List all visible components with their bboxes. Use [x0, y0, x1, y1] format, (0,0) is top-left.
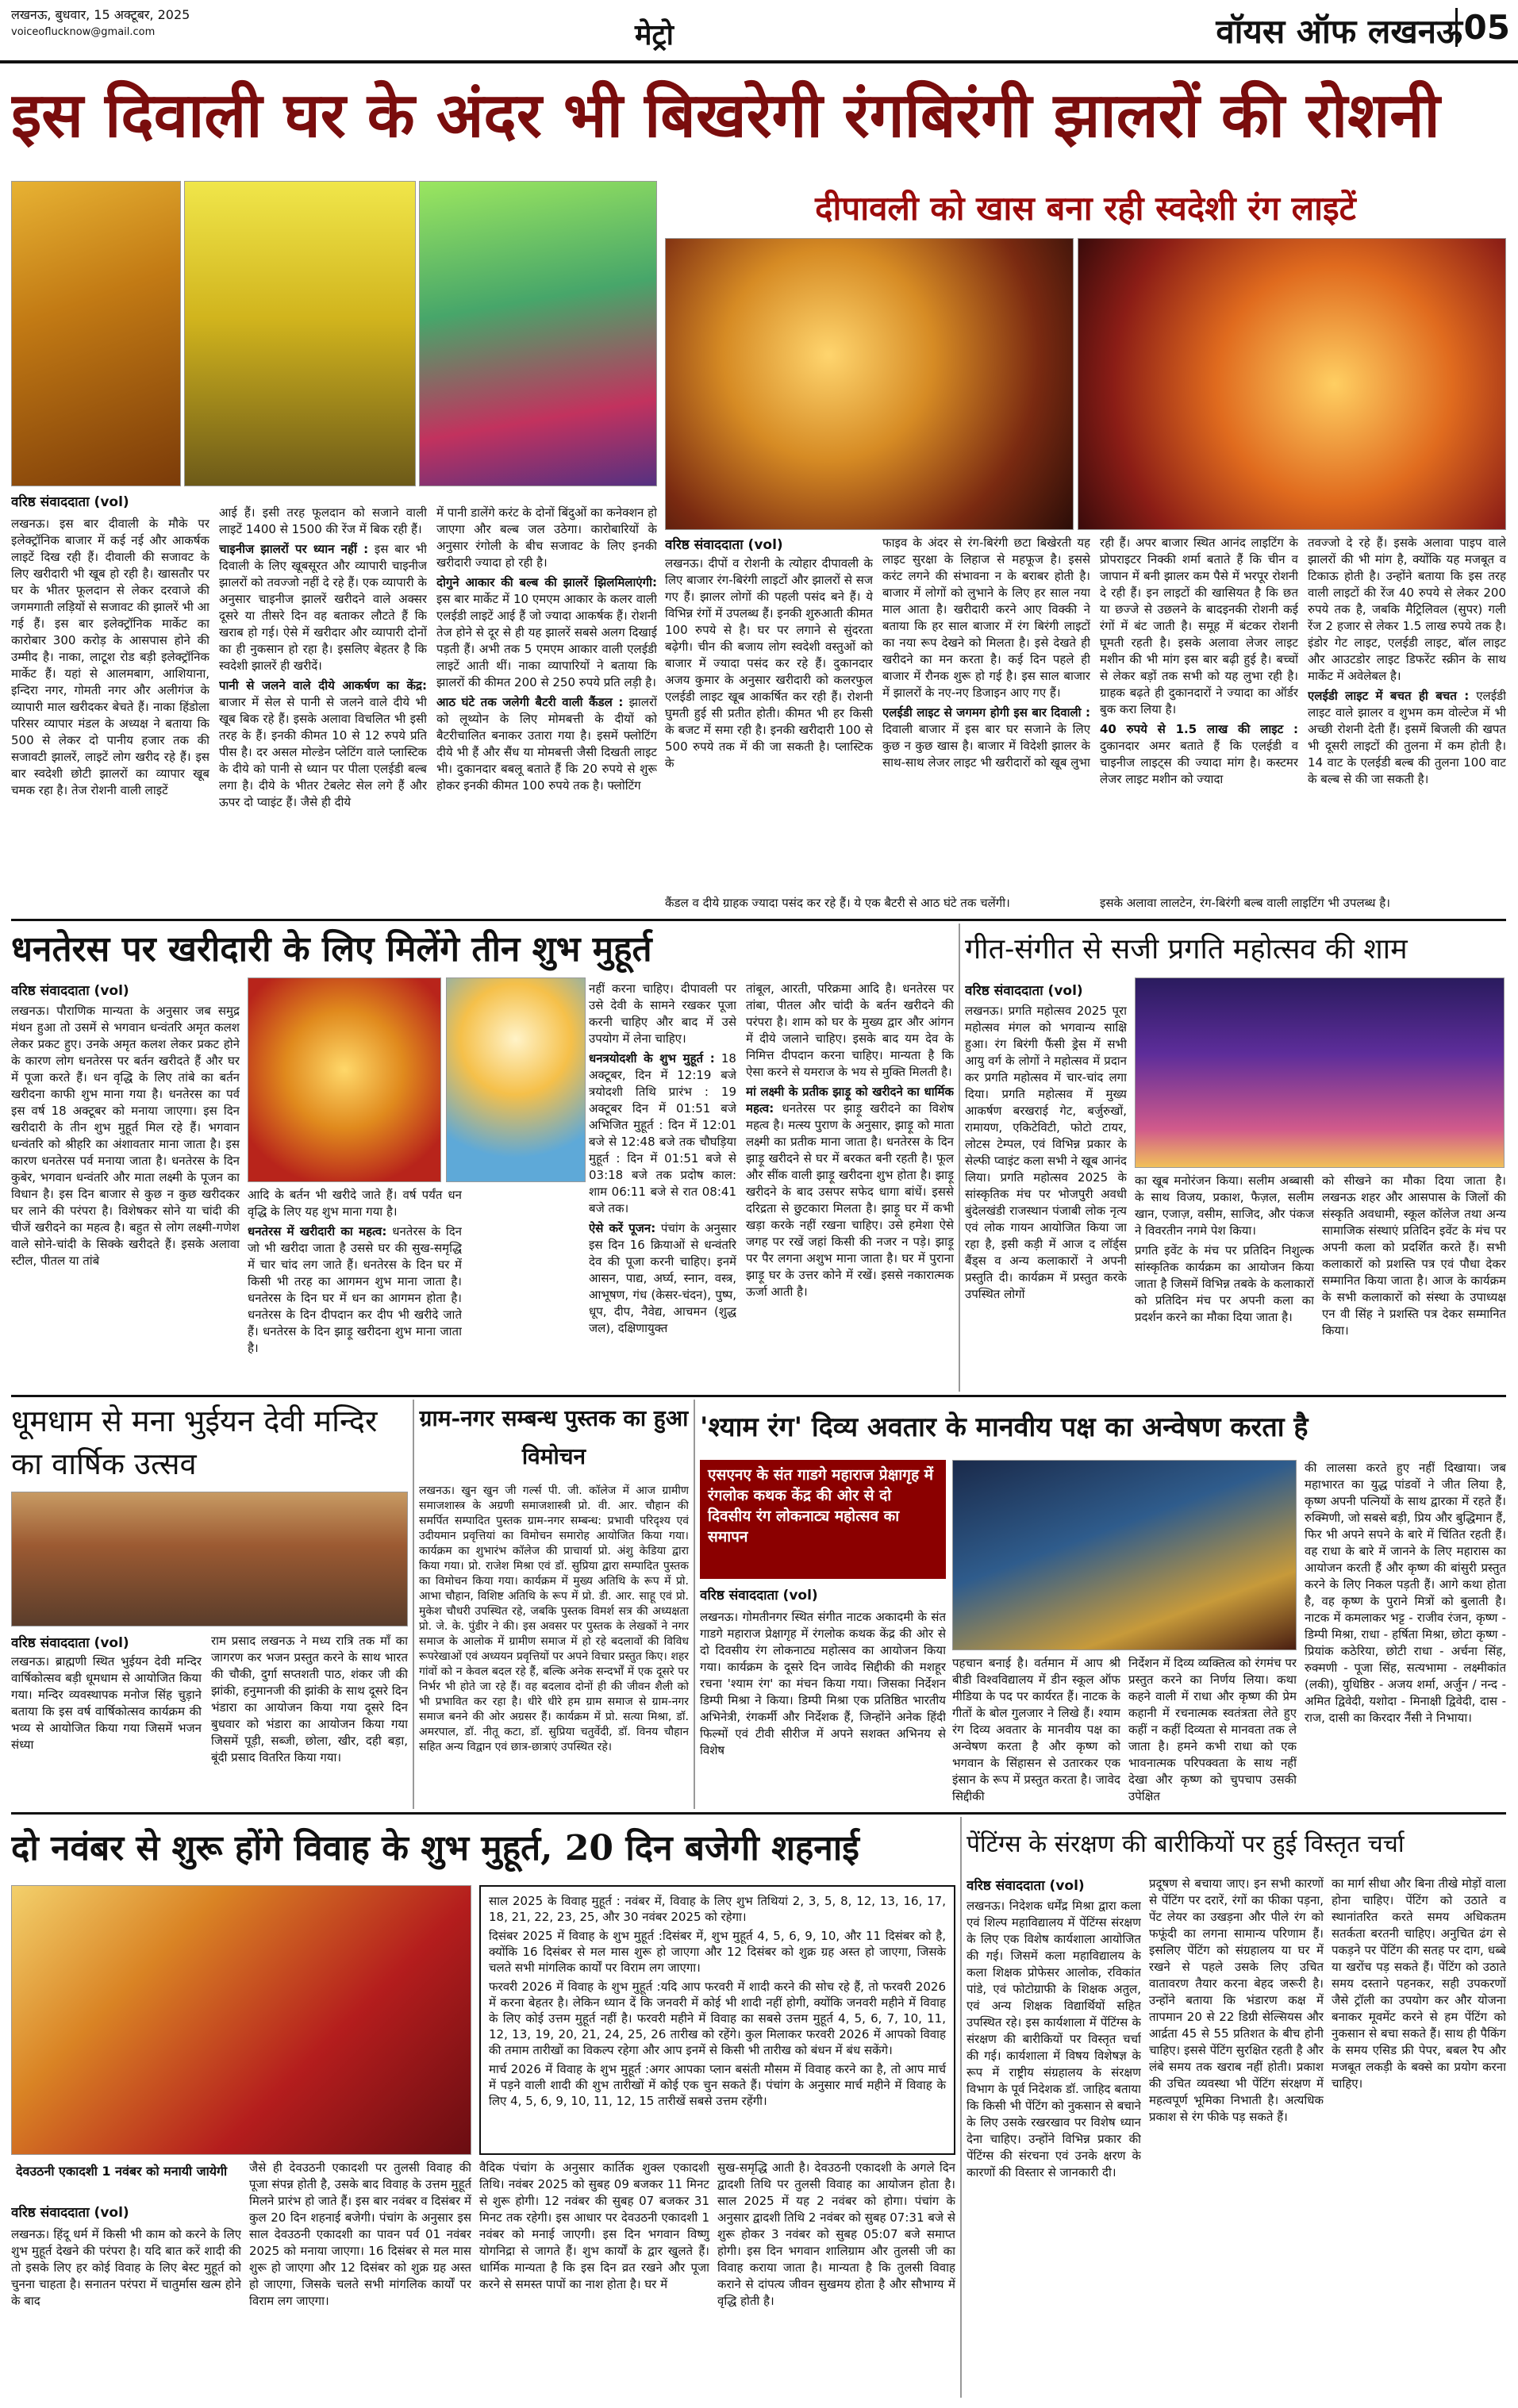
- s8-col-b: [1149, 1876, 1324, 2398]
- s2-col-c-sub2: ऐसे करें पूजन:: [589, 1221, 656, 1235]
- s7-col-a: [11, 2226, 241, 2398]
- s1-image-lamps-2: [1078, 238, 1506, 530]
- s3-headline: गीत-संगीत से सजी प्रगति महोत्सव की शाम: [965, 933, 1408, 966]
- s1-col-c-sub1: दोगुने आकार की बल्ब की झालरें झिलमिलाएंगी:: [436, 575, 657, 590]
- s6-col-b: [952, 1655, 1120, 1809]
- s4-headline: धूमधाम से मना भुईयन देवी मन्दिर का वार्षिक उत्सव: [11, 1404, 378, 1481]
- s1-col-b-sub2: पानी से जलने वाले दीये आकर्षण का केंद्र:: [219, 678, 427, 693]
- s6-col-a-text: लखनऊ। गोमतीनगर स्थित संगीत नाटक अकादमी के संत गाडगे महाराज प्रेक्षागृह में रंगलोक कथक केंद्र की ओर से दो दिवसीय रंग लोकनाट्य महोत्सव का आयोजन किया गया। कार्यक्रम के दूसरे दिन जावेद सिद्दीकी की मशहूर रचना 'श्याम रंग' का मंचन किया गया। जिसका निर्देशन डिम्पी मिश्रा ने किया। डिम्पी मिश्रा एक प्रतिष्ठित भारतीय अभिनेत्री, रंगकर्मी और निर्देशक हैं, जिन्होंने अनेक हिंदी फिल्मों एवं टीवी सीरीज में अपने सशक्त अभिनय से विशेष: [700, 1610, 946, 1757]
- s7-col-b: [249, 2160, 471, 2398]
- s6-col-d: [1305, 1460, 1506, 1809]
- s1-image-lanterns-2: [184, 181, 416, 486]
- s4-image-temple: [11, 1492, 408, 1626]
- s3-col-b-text2: प्रगति इवेंट के मंच पर प्रतिदिन निशुल्क सांस्कृतिक कार्यक्रम का आयोजन किया जाता है जिसमें विभिन्न तबके के कलाकारों को प्रतिदिन मंच पर अपनी कला का प्रदर्शन करने का मौका दिया जाता है।: [1135, 1243, 1314, 1324]
- s1-headline: इस दिवाली घर के अंदर भी बिखरेगी रंगबिरंगी झालरों की रोशनी: [11, 79, 1440, 152]
- s2-col-c-text2: 18 अक्टूबर, दिन में 12:19 बजे त्रयोदशी तिथि प्रारंभ : 19 अक्टूबर दिन में 01:51 बजे अभिजित मुहूर्त : दिन में 12:01 बजे से 12:48 बजे तक चौघड़िया मुहूर्त : दिन में 01:51 बजे से 03:18 बजे तक प्रदोष काल: शाम 06:11 बजे से रात 08:41 बजे तक।: [589, 1051, 736, 1216]
- s2-col-a-text: लखनऊ। पौराणिक मान्यता के अनुसार जब समुद्र मंथन हुआ तो उसमें से भगवान धन्वंतरि अमृत कलश लेकर प्रकट हुए। उनके अमृत कलश लेकर प्रकट होने के कारण लोग धनतेरस पर बर्तन खरीदते हैं और घर में पूजा करते हैं। धन वृद्धि के लिए तांबे का बर्तन खरीदना काफी शुभ माना गया है। धनतेरस का पर्व इस वर्ष 18 अक्टूबर को मनाया जाएगा। इस दिन खरीदारी के तीन शुभ मुहूर्त मिल रहे हैं। भगवान धन्वंतरि को श्रीहरि का अंशावतार माना जाता है। इस कारण धनतेरस पर्व मनाया जाता है। धनतेरस के दिन कुबेर, भगवान धन्वंतरि और माता लक्ष्मी के पूजन का विधान है। इस दिन बाजार से कुछ न कुछ खरीदकर घर लाने की परंपरा है। विशेषकर सोने या चांदी की चीजें खरीदने का महत्व है। बहुत से लोग लक्ष्मी-गणेश वाले सोने-चांदी के सिक्के खरीदते हैं। इसके अलावा स्टील, पीतल या तांबे: [11, 1004, 240, 1268]
- s3-image-stage: [1135, 977, 1505, 1168]
- s6-col-d-text: की लालसा करते हुए नहीं दिखाया। जब महाभारत का युद्ध पांडवों ने जीत लिया है, कृष्ण अपनी पत्नियों के साथ द्वारका में रहते हैं। रुक्मिणी, जो सबसे बड़ी, प्रिय और बुद्धिमान हैं, फिर भी अपने सपने के बारे में चिंतित रहती हैं। वह राधा के बारे में जानने के लिए महारास का आयोजन करती हैं और कृष्ण की बांसुरी प्रस्तुत करने के लिए निकल पड़ती हैं। आगे कथा होता है, वह कृष्ण के पुराने मित्रों को बुलाती है। नाटक में कमलाकर भट्ट - राजीव रंजन, कृष्ण - डिम्पी मिश्रा, राधा - हर्षिता मिश्रा, छोटा कृष्ण - प्रियांक कठेरिया, छोटी राधा - अर्चना सिंह, रुक्मणी - पूजा सिंह, सत्यभामा - लक्ष्मीकांत (लकी), युधिष्ठिर - अजय शर्मा, अर्जुन / नन्द - अमित द्विवेदी, यशोदा - मिनाक्षी द्विवेदी, दास - राज, दासी का किरदार नैंसी ने निभाया।: [1305, 1461, 1506, 1725]
- s1-col-b-text3: बाजार में सेल से पानी से जलने वाले दीये भी खूब बिक रहे हैं। इसके अलावा विचलित भी इसी तरह के हैं। इनकी कीमत 10 से 12 रुपये प्रति पीस है। दर असल मोल्डेन प्लेटिंग वाले प्लास्टिक के दीये को पानी से ध्यान पर पीला एलईडी बल्ब लगा है। दीये के भीतर टेबलेट सेल लगे हैं और ऊपर दो प्वाइंट हैं। जैसे ही दीये: [219, 695, 427, 809]
- s1-subhead: दीपावली को खास बना रही स्वदेशी रंग लाइटें: [815, 189, 1356, 228]
- s1-col-f-sub1: 40 रुपये से 1.5 लाख की लाइट :: [1100, 722, 1298, 736]
- s1-image-lamps-1: [665, 238, 1074, 530]
- s2-byline: वरिष्ठ संवाददाता (vol): [11, 983, 129, 999]
- s5-headline: ग्राम-नगर सम्बन्ध पुस्तक का हुआ विमोचन: [419, 1405, 689, 1469]
- s8-col-b-text: प्रदूषण से बचाया जाए। इन सभी कारणों से पेंटिंग पर दरारें, रंगों का फीका पड़ना, पेंट लेयर का उखड़ना और पीले रंग को फफूंदी का लगना सामान्य परिणाम हैं। इसलिए पेंटिंग को संग्रहालय या घर में रखने से पहले उसके लिए उचित वातावरण तैयार करना बेहद जरूरी है। उन्होंने बताया कि भंडारण कक्ष में तापमान 20 से 22 डिग्री सेल्सियस और आर्द्रता 45 से 55 प्रतिशत के बीच होनी चाहिए। इससे पेंटिंग सुरक्षित रहती है और लंबे समय तक खराब नहीं होती। प्रकाश की उचित व्यवस्था भी पेंटिंग संरक्षण में महत्वपूर्ण भूमिका निभाती है। अत्यधिक प्रकाश से रंग फीके पड़ सकते हैं।: [1149, 1876, 1324, 2124]
- s1-byline-b: वरिष्ठ संवाददाता (vol): [665, 537, 783, 553]
- s1-col-e: [882, 535, 1090, 893]
- s1-col-c: [436, 505, 657, 912]
- s1-col-e-sub1: एलईडी लाइट से जगमग होगी इस बार दिवाली :: [882, 705, 1090, 720]
- s1-col-c-text3: झालरों को लूथ्योन के लिए मोमबत्ती के दीयों को बैटरीचालित बनाकर उतारा गया है। इसमें फ्लोटिंग दीये भी हैं और सैंध या मोमबत्ती जैसी दिखती लाइट भी। दुकानदार बबलू बताते हैं कि 20 रुपये से शुरू होकर इनकी कीमत 100 रुपये तक है। फ्लोटिंग: [436, 695, 657, 793]
- s8-col-c-text: का मार्ग सीधा और बिना तीखे मोड़ों वाला होना चाहिए। पेंटिंग को उठाते व स्थानांतरित करते समय अधिकतम सतर्कता बरतनी चाहिए। अनुचित ढंग से पकड़ने पर पेंटिंग की सतह पर दाग, धब्बे या खरोंच पड़ सकते हैं। पेंटिंग को उठाते समय दस्ताने पहनकर, सही उपकरणों जैसे ट्रॉली का उपयोग कर और योजना बनाकर मूवमेंट करने से हम पेंटिंग को नुकसान से बचा सकते हैं। साथ ही पैकिंग के समय एसिड फ्री पेपर, बबल रैप और मजबूत लकड़ी के बक्से का प्रयोग करना चाहिए।: [1332, 1876, 1506, 2091]
- s1-col-a: [11, 516, 209, 912]
- divider-v-4: [960, 1817, 962, 2398]
- page-number: 05: [1455, 8, 1510, 47]
- s1-col-g-text: तवज्जो दे रहे हैं। इसके अलावा पाइप वाले झालरों की भी मांग है, क्योंकि यह मजबूत व टिकाऊ होती है। उन्होंने बताया कि इस तरह वाली लाइटों की रेंज 40 रुपये से लेकर 200 रुपये तक है, जबकि मैट्रिलिवल (सुपर) गली रेंज 2 हजार से लेकर 1.5 लाख रुपये तक है। इंडोर गेट लाइट, एलईडी लाइट, बॉल लाइट और आउटडोर लाइट डिफरेंट स्क्रीन के साथ मार्केट में अवेलेबल है।: [1308, 536, 1506, 683]
- s3-col-c: [1322, 1173, 1506, 1392]
- s1-footer-d: कैंडल व दीये ग्राहक ज्यादा पसंद कर रहे हैं। ये एक बैटरी से आठ घंटे तक चलेंगी।: [665, 896, 1010, 910]
- divider-3: [11, 1812, 1506, 1815]
- s8-byline: वरिष्ठ संवाददाता (vol): [967, 1878, 1085, 1894]
- s6-callout: एसएनए के संत गाडगे महाराज प्रेक्षागृह में रंगलोक कथक केंद्र की ओर से दो दिवसीय रंग लोकनाट्य महोत्सव का समापन: [700, 1460, 946, 1579]
- s2-col-c-text3: पंचांग के अनुसार इस दिन 16 क्रियाओं से धन्वंतरि देव की पूजा करनी चाहिए। इनमें आसन, पाद्य, अर्घ्य, स्नान, वस्त्र, आभूषण, गंध (केसर-चंदन), पुष्प, धूप, दीप, नैवेद्य, आचमन (शुद्ध जल), दक्षिणायुक्त: [589, 1221, 736, 1335]
- divider-v-2: [413, 1400, 414, 1809]
- s1-col-b-text: आई हैं। इसी तरह फूलदान को सजाने वाली लाइटें 1400 से 1500 की रेंज में बिक रही हैं।: [219, 505, 427, 536]
- s1-col-c-text2: इस बार मार्केट में 10 एमएम आकार के कलर वाली एलईडी लाइटें आई हैं जो ज्यादा आकर्षक हैं। रोशनी तेज होने से दूर से ही यह झालरें सबसे अलग दिखाई पड़ती हैं। अभी तक 5 एमएम आकार वाली एलईडी लाइटें आती थीं। नाका व्यापारियों ने बताया कि झालरों की कीमत 200 से 250 रुपये प्रति लड़ी है।: [436, 592, 657, 689]
- s2-col-a: [11, 1003, 240, 1392]
- s1-col-f-text: रही हैं। अपर बाजार स्थित आनंद लाइटिंग के प्रोपराइटर निक्की शर्मा बताते हैं कि चीन व जापान में बनी झालर कम पैसे में भरपूर रोशनी दे रही हैं। इन लाइटों की खासियत है कि छत या छज्जे से उछलने के बादइनकी रोशनी कई रंगों में बंट जाती है। समूह में बंटकर रोशनी घूमती रहती है। इसके अलावा लेजर लाइट मशीन की भी मांग इस बार बढ़ी हुई है। बच्चों से लेकर बड़ों तक सभी को यह लुभा रही है। ग्राहक बढ़ते ही दुकानदारों ने ज्यादा का ऑर्डर बुक करा लिया है।: [1100, 536, 1298, 716]
- s1-col-b: [219, 505, 427, 912]
- s5-col-a: [419, 1484, 689, 1809]
- s1-col-d-text: लखनऊ। दीपों व रोशनी के त्योहार दीपावली के लिए बाजार रंग-बिरंगी लाइटों और झालरों से सज गए हैं। झालर लोगों की पहली पसंद बने हैं। ये विभिन्न रंगों में उपलब्ध हैं। इनकी शुरुआती कीमत 100 रुपये से है। घर पर लगाने से सुंदरता बढ़ेगी। चीन की बजाय लोग स्वदेशी वस्तुओं को बाजार में ज्यादा पसंद कर रहे हैं। दुकानदार अजय कुमार के अनुसार खरीदारी को कलरफुल एलईडी लाइट खूब आकर्षित कर रही हैं। रोशनी घुमती हुई सी प्रतीत होती। कीमत भी हर किसी के बजट में समा रही है। इनकी खरीदारी 100 से 500 रुपये तक में की जा सकती है। प्लास्टिक के: [665, 556, 873, 770]
- s8-col-a: [967, 1898, 1141, 2398]
- s1-col-e-text2: दिवाली बाजार में इस बार घर सजाने के लिए कुछ न कुछ खास है। बाजार में विदेशी झालर के साथ-साथ लेजर लाइट भी खरीदारों को खूब लुभा: [882, 722, 1090, 770]
- s7-col-d-text: सुख-समृद्धि आती है। देवउठनी एकादशी के अगले दिन द्वादशी तिथि पर तुलसी विवाह का आयोजन होता है। साल 2025 में यह 2 नवंबर को होगा। पंचांग के अनुसार द्वादशी तिथि 2 नवंबर को सुबह 07:31 बजे से शुरू होकर 3 नवंबर को सुबह 05:07 बजे समाप्त होगी। इस दिन भगवान शालिग्राम और तुलसी जी का विवाह कराया जाता है। मान्यता है कि तुलसी विवाह कराने से दांपत्य जीवन सुखमय होता है और सौभाग्य में वृद्धि होती है।: [717, 2160, 955, 2308]
- s7-box-line-0: साल 2025 के विवाह मुहूर्त : नवंबर में, विवाह के लिए शुभ तिथियां 2, 3, 5, 8, 12, 13, 16, 17, 18, 21, 22, 23, 25, और 30 नवंबर 2025 को रहेगा।: [489, 1894, 946, 1924]
- dateline: लखनऊ, बुधवार, 15 अक्टूबर, 2025: [11, 7, 190, 22]
- s7-box-line-2: फरवरी 2026 में विवाह के शुभ मुहूर्त :यदि आप फरवरी में शादी करने की सोच रहे हैं, तो फरवरी 2026 में करना बेहतर है। लेकिन ध्यान दें कि जनवरी में कोई भी शादी नहीं होगी, क्योंकि जनवरी महीने में विवाह के लिए कोई उत्तम मुहूर्त नहीं है। फरवरी महीने में विवाह का सबसे उत्तम मुहूर्त 4, 5, 6, 7, 10, 11, 12, 13, 19, 20, 21, 24, 25, 26 तारीख को रहेंगे। कुल मिलाकर फरवरी 2026 में आपको विवाह की तमाम तारीखों का विकल्प रहेगा और आप इनमें से किसी भी तारीख को बंधन में बंध सकेंगे।: [489, 1980, 946, 2057]
- s2-headline: धनतेरस पर खरीदारी के लिए मिलेंगे तीन शुभ मुहूर्त: [11, 929, 652, 970]
- s7-box: [479, 1885, 955, 2155]
- s6-byline: वरिष्ठ संवाददाता (vol): [700, 1588, 818, 1603]
- s2-col-b-text2: धनतेरस के दिन जो भी खरीदा जाता है उससे घर की सुख-समृद्धि में चार चांद लग जाते हैं। धनतेरस के दिन घर में किसी भी तरह का आगमन शुभ माना जाता है। धनतेरस के दिन घर में धन का आगमन होता है। धनतेरस के दिन दीपदान कर दीप भी खरीदे जाते हैं। धनतेरस के दिन झाड़ू खरीदना शुभ माना जाता है।: [248, 1224, 462, 1355]
- s7-byline: वरिष्ठ संवाददाता (vol): [11, 2205, 129, 2221]
- s1-col-d: [665, 555, 873, 893]
- s8-col-a-text: लखनऊ। निदेशक धर्मेंद्र मिश्रा द्वारा कला एवं शिल्प महाविद्यालय में पेंटिंग्स संरक्षण के लिए एक विशेष कार्यशाला आयोजित की गई। जिसमें कला महाविद्यालय के कला शिक्षक प्रोफेसर आलोक, रविकांत पांडे, एवं फोटोग्राफी के शिक्षक अतुल, एवं अन्य शिक्षक विद्यार्थियों सहित उपस्थित रहे। इस कार्यशाला में पेंटिंग्स के संरक्षण की बारीकियों पर विस्तृत चर्चा की गई। कार्यशाला में विषय विशेषज्ञ के रूप में राष्ट्रीय संग्रहालय के संरक्षण विभाग के पूर्व निदेशक डॉ. जाहिद बताया कि किसी भी पेंटिंग को नुकसान से बचाने के लिए उसके रखरखाव पर विशेष ध्यान देना चाहिए। उन्होंने विभिन्न प्रकार की पेंटिंग्स की संरचना एवं उनके क्षरण के कारणों की विस्तार से जानकारी दी।: [967, 1899, 1141, 2179]
- s1-footer-f: इसके अलावा लालटेन, रंग-बिरंगी बल्ब वाली लाइटिंग भी उपलब्ध है।: [1100, 896, 1390, 910]
- s2-col-d: [746, 981, 954, 1392]
- s7-box-line-3: मार्च 2026 में विवाह के शुभ मुहूर्त :अगर आपका प्लान बसंती मौसम में विवाह करने का है, तो आप मार्च में पड़ने वाली शादी की शुभ तारीखों में कोई एक चुन सकते हैं। पंचांग के अनुसार मार्च महीने में विवाह के लिए 4, 5, 6, 9, 10, 11, 12, 15 तारीखें सबसे उत्तम रहेंगी।: [489, 2062, 946, 2108]
- divider-v-1: [959, 924, 960, 1392]
- paper-name: वॉयस ऑफ लखनऊ: [1216, 12, 1462, 51]
- s7-caption: देवउठनी एकादशी 1 नवंबर को मनायी जायेगी: [11, 2160, 241, 2199]
- s1-col-a-text: लखनऊ। इस बार दीवाली के मौके पर इलेक्ट्रॉनिक बाजार में कई नई और आकर्षक लाइटें दिख रही हैं। दीवाली की सजावट के लिए खरीदारी भी खूब हो रही है। खासतौर पर घर के भीतर फूलदान से लेकर दरवाजे की जगमगाती लड़ियों से सजावट की झालरें भी आ गई हैं। इस बार इलेक्ट्रॉनिक मार्केट का कारोबार 300 करोड़ के आसपास होने की उम्मीद है। नाका, लाटूश रोड बड़ी इलेक्ट्रॉनिक मार्केट हैं। यहां से आलमबाग, आशियाना, इन्दिरा नगर, गोमती नगर और अलीगंज के व्यापारी माल खरीदकर बेचते हैं। नाका हिंडोला परिसर व्यापार मंडल के अध्यक्ष ने बताया कि 500 से लेकर दो पानीय हजार तक की सजावटी झालरें, लाइटें लोग खरीद रहे हैं। इस बार स्वदेशी छोटी झालरों का व्यापार खूब चमक रहा है। तेज रोशनी वाली लाइटें: [11, 517, 209, 797]
- s2-col-c-text: नहीं करना चाहिए। दीपावली पर उसे देवी के सामने रखकर पूजा करनी चाहिए और बाद में उसे उपयोग में लेना चाहिए।: [589, 981, 736, 1046]
- s4-col-b-text: राम प्रसाद लखनऊ ने मध्य रात्रि तक माँ का जागरण कर भजन प्रस्तुत करने के साथ भारत की चौकी, दुर्गा सप्तशती पाठ, शंकर जी की झांकी, हनुमानजी की झांकी के साथ दूसरे दिन भंडारा का आयोजन किया गया दूसरे दिन बुधवार को भंडारा का आयोजन किया गया जिसमें पूड़ी, सब्जी, छोला, खीर, दही बड़ा, बूंदी प्रसाद वितरित किया गया।: [211, 1634, 408, 1765]
- s7-image-wedding: [11, 1885, 471, 2155]
- s2-col-d-text2: धनतेरस पर झाड़ू खरीदने का विशेष महत्व है। मत्स्य पुराण के अनुसार, झाड़ू को माता लक्ष्मी का प्रतीक माना जाता है। धनतेरस के दिन झाड़ू खरीदने से घर में बरकत बनी रहती है। फूल और सींक वाली झाड़ू खरीदना शुभ होता है। झाड़ू खरीदने के बाद उसपर सफेद धागा बांधें। इससे दरिद्रता से छुटकारा मिलता है। झाड़ू घर में कभी खड़ा करके नहीं रखना चाहिए। उसे हमेशा ऐसे जगह पर रखें जहां किसी की नजर न पड़े। झाड़ू पर पैर लगना अशुभ माना जाता है। घर में पुराना झाड़ू घर के उत्तर कोने में रखें। इससे नकारात्मक ऊर्जा आती है।: [746, 1101, 954, 1299]
- s2-col-c: [589, 981, 736, 1392]
- s1-image-lanterns-1: [11, 181, 181, 486]
- s2-col-c-sub: धनत्रयोदशी के शुभ मुहूर्त :: [589, 1051, 715, 1066]
- section-name: मेट्रो: [635, 19, 674, 52]
- s6-col-c-text: निर्देशन में दिव्य व्यक्तित्व को रंगमंच पर प्रस्तुत करने का निर्णय लिया। कथा कहने वाली में राधा और कृष्ण की प्रेम कहानी में रचनात्मक स्वतंत्रता लेते हुए कहीं न कहीं दिव्यता से मानवता तक ले जाता है। हमने कभी राधा को एक भावनात्मक परिपक्वता के साथ नहीं देखा और कृष्ण को चुपचाप उसकी उपेक्षित: [1128, 1656, 1297, 1803]
- s6-col-c: [1128, 1655, 1297, 1809]
- s8-headline: पेंटिंग्स के संरक्षण की बारीकियों पर हुई विस्तृत चर्चा: [967, 1830, 1405, 1858]
- s1-col-f-text2: दुकानदार अमर बताते हैं कि एलईडी व चाइनीज लाइट्स की ज्यादा मांग है। कस्टमर लेजर लाइट मशीन को ज्यादा: [1100, 739, 1298, 786]
- s1-col-c-sub2: आठ घंटे तक जलेगी बैटरी वाली कैंडल :: [436, 695, 624, 709]
- s7-col-a-text: लखनऊ। हिंदू धर्म में किसी भी काम को करने के लिए शुभ मुहूर्त देखने की परंपरा है। यदि बात करें शादी की तो इसके लिए हर कोई विवाह के लिए बेस्ट मुहूर्त को चुनना चाहता है। सनातन परंपरा में चातुर्मास खत्म होने के बाद: [11, 2227, 241, 2308]
- s1-col-g-text2: एलईडी लाइट वाले झालर व शुभम कम वोल्टेज में भी अच्छी रोशनी देती हैं। इसमें बिजली की खपत भी दूसरी लाइटों की तुलना में कम होती है। 14 वाट के एलईडी बल्ब की तुलना 100 वाट के बल्ब से की जा सकती है।: [1308, 689, 1506, 786]
- s3-col-a: [965, 1003, 1127, 1392]
- dateline-block: [11, 6, 190, 41]
- s1-col-b-text2: इस बार भी दिवाली के लिए खूबसूरत और व्यापारी चाइनीज झालरों को तवज्जो नहीं दे रहे हैं। एक व्यापारी के अनुसार चाइनीज झालरें खरीदने वाले अक्सर दूसरे या तीसरे दिन वह बताकर लौटते हैं कि खराब हो गई। ऐसे में खरीदार और व्यापारी दोनों का ही नुकसान हो रहा है। इसलिए बेहतर है कि स्वदेशी झालरें ही खरीदें।: [219, 542, 427, 673]
- s4-col-a-text: लखनऊ। ब्राह्मणी स्थित भुईयन देवी मन्दिर वार्षिकोत्सव बड़ी धूमधाम से आयोजित किया गया। मन्दिर व्यवस्थापक मनोज सिंह चुड़ाने बताया कि इस वर्ष वार्षिकोत्सव कार्यक्रम की भव्य से आयोजित किया गया जिसमें भजन संध्या: [11, 1654, 202, 1752]
- s6-col-b-text: पहचान बनाई है। वर्तमान में आप श्री बीडी विश्वविद्यालय में डीन स्कूल ऑफ मीडिया के पद पर कार्यरत हैं। नाटक के गीतों के बोल गुलजार ने लिखे हैं। श्याम रंग दिव्य अवतार के मानवीय पक्ष का अन्वेषण करता है और कृष्ण को भगवान के सिंहासन से उतारकर एक इंसान के रूप में प्रस्तुत करता है। जावेद सिद्दीकी: [952, 1656, 1120, 1803]
- s2-col-b-sub: धनतेरस में खरीदारी का महत्व:: [248, 1224, 387, 1239]
- s4-byline: वरिष्ठ संवाददाता (vol): [11, 1635, 129, 1651]
- s4-col-a: [11, 1653, 202, 1809]
- s2-col-d-text: तांबूल, आरती, परिक्रमा आदि है। धनतेरस पर तांबा, पीतल और चांदी के बर्तन खरीदने की परंपरा है। शाम को घर के मुख्य द्वार और आंगन में दीये जलाने चाहिए। इसके बाद यम देव के निमित्त दीपदान करना चाहिए। मान्यता है कि ऐसा करने से यमराज के भय से मुक्ति मिलती है।: [746, 981, 954, 1079]
- s7-col-b-text: जैसे ही देवउठनी एकादशी पर तुलसी विवाह की पूजा संपन्न होती है, उसके बाद विवाह के उत्तम मुहूर्त मिलने प्रारंभ हो जाते हैं। इस बार नवंबर व दिसंबर में कुल 20 दिन शहनाई बजेगी। पंचांग के अनुसार इस साल देवउठनी एकादशी का पावन पर्व 01 नवंबर 2025 को मनाया जाएगा। 16 दिसंबर से मल मास शुरू हो जाएगा और 12 दिसंबर को शुक्र ग्रह अस्त हो जाएगा, जिसके चलते सभी मांगलिक कार्यों पर विराम लग जाएगा।: [249, 2160, 471, 2308]
- s1-col-g: [1308, 535, 1506, 893]
- s3-byline: वरिष्ठ संवाददाता (vol): [965, 983, 1083, 999]
- s6-headline: 'श्याम रंग' दिव्य अवतार के मानवीय पक्ष का अन्वेषण करता है: [700, 1411, 1309, 1443]
- s7-col-d: [717, 2160, 955, 2398]
- email: voiceoflucknow@gmail.com: [11, 26, 156, 38]
- s4-col-b: [211, 1633, 408, 1809]
- s6-col-a: [700, 1609, 946, 1809]
- masthead: [0, 0, 1518, 63]
- s2-image-lakshmi: [248, 977, 441, 1182]
- s1-col-g-sub1: एलईडी लाइट में बचत ही बचत :: [1308, 689, 1470, 703]
- s1-byline-a: वरिष्ठ संवाददाता (vol): [11, 494, 129, 510]
- s2-col-d-sub: मां लक्ष्मी के प्रतीक झाड़ू को खरीदने का धार्मिक महत्व:: [746, 1085, 954, 1116]
- s7-headline: दो नवंबर से शुरू होंगे विवाह के शुभ मुहूर्त, 20 दिन बजेगी शहनाई: [11, 1828, 859, 1868]
- s1-col-b-sub1: चाइनीज झालरों पर ध्यान नहीं :: [219, 542, 369, 556]
- s1-image-lanterns-3: [419, 181, 657, 486]
- s7-col-c-text: वैदिक पंचांग के अनुसार कार्तिक शुक्ल एकादशी तिथि। नवंबर 2025 को सुबह 09 बजकर 11 मिनट से शुरू होगी। 12 नवंबर की सुबह 07 बजकर 31 मिनट तक रहेगी। इस आधार पर देवउठनी एकादशी 1 नवंबर को मनाई जाएगी। इस दिन भगवान विष्णु योगनिद्रा से जागते हैं। शुभ कार्यों के द्वार खुलते हैं। धार्मिक मान्यता है कि इस दिन व्रत रखने और पूजा करने से समस्त पापों का नाश होता है। घर में: [479, 2160, 709, 2291]
- s7-box-line-1: दिसंबर 2025 में विवाह के शुभ मुहूर्त :दिसंबर में, शुभ मुहूर्त 4, 5, 6, 9, 10, और 11 दिसंबर को है, क्योंकि 16 दिसंबर से मल मास शुरू हो जाएगा और 12 दिसंबर को शुक्र ग्रह अस्त हो जाएगा, जिसके चलते सभी मांगलिक कार्यों पर विराम लग जाएगा।: [489, 1929, 946, 1975]
- s3-col-b: [1135, 1173, 1314, 1392]
- s3-col-c-text: को सीखने का मौका दिया जाता है। लखनऊ शहर और आसपास के जिलों की संस्कृति अवधामी, स्कूल कॉलेज तथा अन्य सामाजिक संस्थाएं प्रतिदिन इवेंट के मंच पर अपनी कला को प्रदर्शित करते हैं। सभी कलाकारों को प्रशस्ति पत्र एवं पौधा देकर सम्मानित किया जाता है। आज के कार्यक्रम के सभी कलाकारों को संस्था के उपाध्यक्ष एन वी सिंह ने प्रशस्ति पत्र देकर सम्मानित किया।: [1322, 1173, 1506, 1338]
- divider-v-3: [694, 1400, 695, 1809]
- divider-1: [11, 919, 1506, 921]
- s2-col-b-text: आदि के बर्तन भी खरीदे जाते हैं। वर्ष पर्यंत धन वृद्धि के लिए यह शुभ माना गया है।: [248, 1188, 462, 1219]
- s1-col-c-text: में पानी डालेंगे करंट के दोनों बिंदुओं का कनेक्शन हो जाएगा और बल्ब जल उठेगा। कारोबारियों के अनुसार रंगोली के बीच सजावट के लिए इनकी खरीदारी ज्यादा हो रही है।: [436, 505, 657, 570]
- s7-col-c: [479, 2160, 709, 2398]
- s6-image-stage: [952, 1460, 1297, 1650]
- s8-col-c: [1332, 1876, 1506, 2398]
- divider-2: [11, 1395, 1506, 1397]
- s1-col-f: [1100, 535, 1298, 893]
- s2-col-b: [248, 1187, 462, 1392]
- s1-col-e-text: फाइव के अंदर से रंग-बिरंगी छटा बिखेरती यह लाइट सुरक्षा के लिहाज से महफूज है। इससे करंट लगने की संभावना न के बराबर होती है। बाजार में लोगों को लुभाने के लिए हर साल नया माल आता है। खरीदारी करने आए विक्की ने बताया कि हर साल बाजार में रंग बिरंगी लाइटों का नया रूप देखने को मिलता है। इसे देखते ही खरीदने का मन करता है। कई दिन पहले ही बाजार में रौनक शुरू हो गई है। इस साल बाजार में झालरों के नए-नए डिजाइन आए गए हैं।: [882, 536, 1090, 700]
- s3-col-b-text: का खूब मनोरंजन किया। सलीम अब्बासी के साथ विजय, प्रकाश, फैज़ल, सलीम खान, एजाज़, वसीम, साजिद, और पंकज ने विवरतीन नगमे पेश किया।: [1135, 1173, 1314, 1238]
- s5-col-a-text: लखनऊ। खुन खुन जी गर्ल्स पी. जी. कॉलेज में आज ग्रामीण समाजशास्त्र के अग्रणी समाजशास्त्री प्रो. वी. आर. चौहान की समर्पित सम्पादित पुस्तक ग्राम-नगर सम्बन्ध: प्रभावी परिदृश्य एवं उदीयमान प्रवृत्तियां का विमोचन समारोह आयोजित किया गया। कार्यक्रम का शुभारंभ कॉलेज की प्राचार्या प्रो. अंशु केडिया द्वारा किया गया। प्रो. राजेश मिश्रा एवं डॉ. सुप्रिया द्वारा सम्पादित पुस्तक का विमोचन किया गया। कार्यक्रम में मुख्य अतिथि के रूप में प्रो. आभा चौहान, विशिष्ट अतिथि के रूप में प्रो. डी. आर. साहू एवं प्रो. मुकेश चौधरी उपस्थित रहे, जबकि पुस्तक विमर्श सत्र की अध्यक्षता प्रो. जे. के. पुंडीर ने की। इस अवसर पर पुस्तक के लेखकों ने नगर समाज के आलोक में ग्रामीण समाज में हो रहे बदलावों की विविध रूपरेखाओं एवं अध्ययन प्रवृत्तियों पर अपने विचार प्रस्तुत किए। शहर गांवों को न केवल बदल रहे हैं, बल्कि अनेक सन्दर्भों में एक दूसरे पर निर्भर भी होते जा रहे हैं। वह बदलाव दोनों ही की जीवन शैली को भी प्रभावित कर रहा है। धीरे धीरे हम ग्राम समाज से ग्राम-नगर समाज बनने की ओर अग्रसर हैं। कार्यक्रम में प्रो. सत्या मिश्रा, डॉ. अमरपाल, डॉ. नीतू कटा, डॉ. सुप्रिया चतुर्वेदी, डॉ. विनय चौहान सहित अन्य विद्वान एवं छात्र-छात्राएं उपस्थित रहे।: [419, 1484, 689, 1753]
- s3-col-a-text: लखनऊ। प्रगति महोत्सव 2025 पूरा महोत्सव मंगल को भगवान्य साक्षि हुआ। रंग बिरंगी फैंसी ड्रेस में सभी आयु वर्ग के लोगों ने महोत्सव में प्रदान कर प्रगति महोत्सव में चार-चांद लगा दिया। प्रगति महोत्सव में मुख्य आकर्षण बरखराई गेट, बर्जुरुखों, रामायण, एकिटेविटी, फोटो टायर, लोटस टेम्पल, एवं विभिन्न प्रकार के सेल्फी प्वाइंट कला सभी ने खूब आनंद लिया। प्रगति महोत्सव 2025 के सांस्कृतिक मंच पर भोजपुरी अवधी बुंदेलखंडी राजस्थान पंजाबी लोक नृत्य एवं लोक गायन आयोजित किया जा रहा है, इसी कड़ी में आज द लॉर्ड्स बैंड्स व अन्य कलाकारों ने अपनी प्रस्तुति दी। कार्यक्रम में प्रस्तुत करके उपस्थित लोगों: [965, 1004, 1127, 1301]
- s2-image-dhanvantari: [446, 977, 586, 1182]
